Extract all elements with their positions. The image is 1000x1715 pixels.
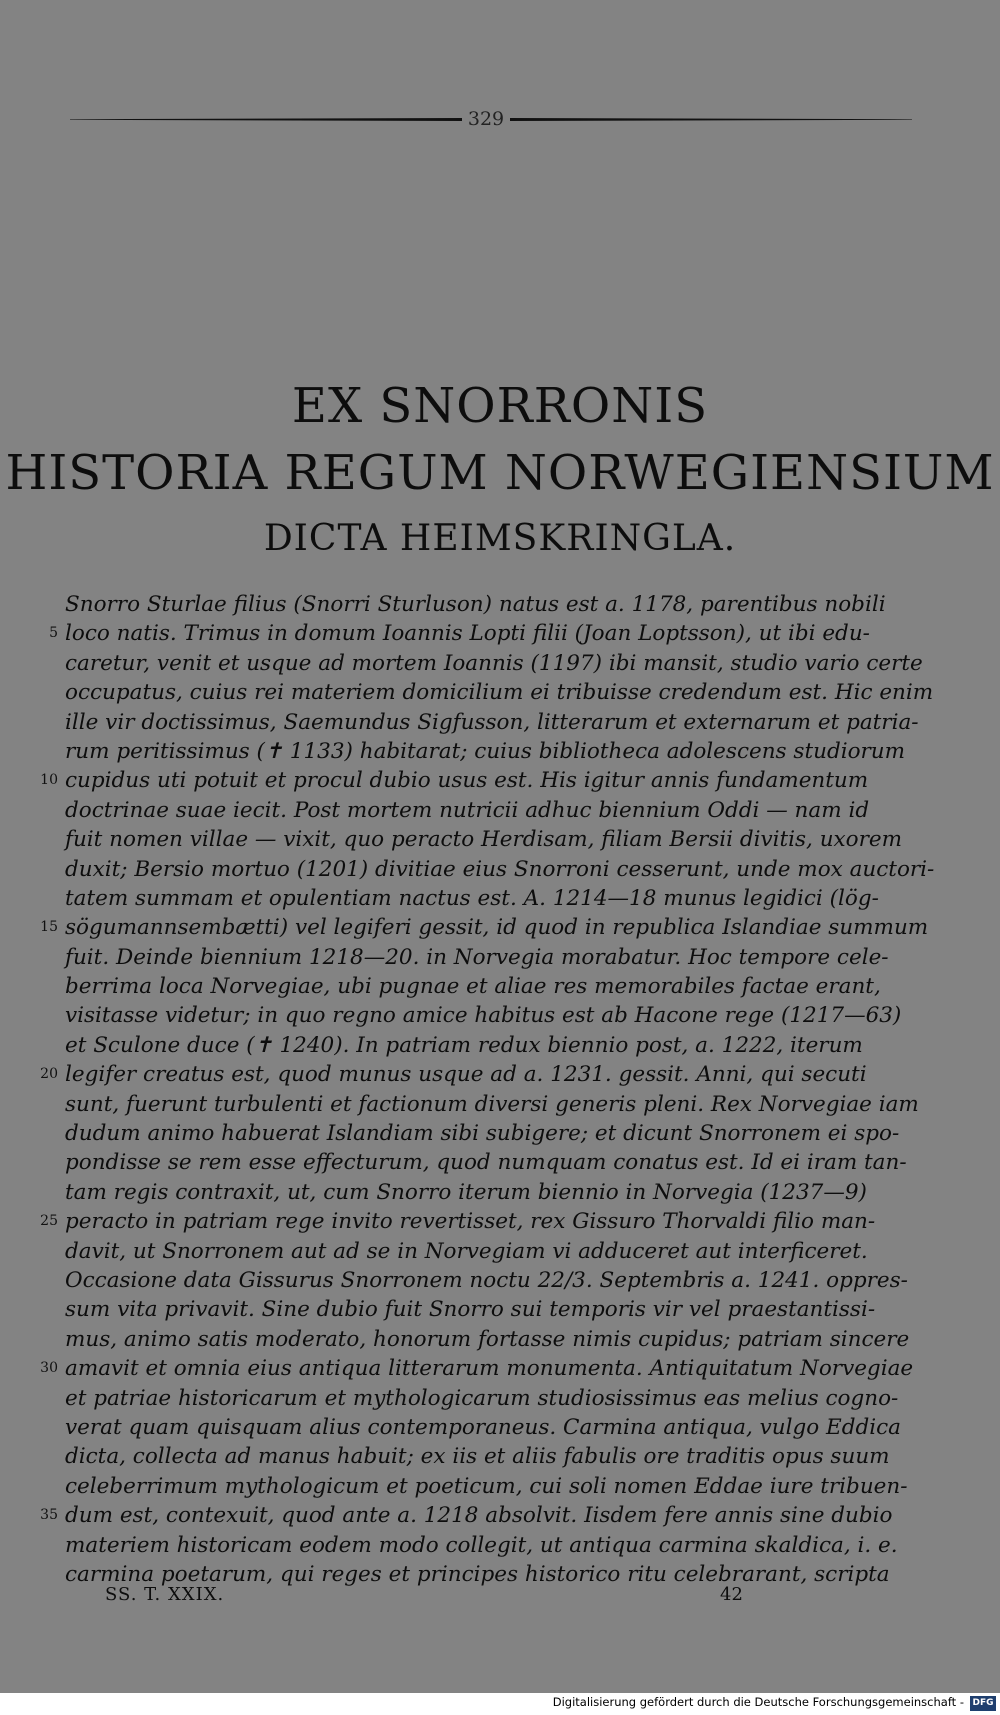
line-number: 5 bbox=[49, 625, 58, 642]
text-line bbox=[30, 943, 930, 972]
body-text bbox=[30, 590, 935, 1589]
line-text: pondisse se rem esse effecturum, quod numquam conatus est. Id ei iram tan- bbox=[65, 1150, 907, 1176]
line-text: dum est, contexuit, quod ante a. 1218 absolvit. Iisdem fere annis sine dubio bbox=[65, 1503, 893, 1529]
text-line bbox=[30, 913, 930, 942]
line-text: carmina poetarum, qui reges et principes historico ritu celebrarant, scripta bbox=[65, 1561, 890, 1587]
text-line bbox=[30, 1413, 930, 1442]
text-line bbox=[30, 708, 930, 737]
text-line bbox=[30, 855, 935, 884]
title-line-2: HISTORIA REGUM NORWEGIENSIUM bbox=[5, 445, 995, 501]
text-line bbox=[30, 1237, 930, 1266]
line-text: doctrinae suae iecit. Post mortem nutricii adhuc biennium Oddi — nam id bbox=[65, 797, 870, 823]
line-number: 20 bbox=[40, 1066, 58, 1083]
text-line bbox=[30, 1060, 930, 1089]
line-text: caretur, venit et usque ad mortem Ioannis (1197) ibi mansit, studio vario certe bbox=[65, 650, 923, 676]
dfg-logo-icon: DFG bbox=[970, 1696, 996, 1711]
text-line bbox=[30, 766, 930, 795]
line-number: 25 bbox=[40, 1213, 58, 1230]
text-line bbox=[30, 825, 930, 854]
text-line bbox=[30, 972, 930, 1001]
line-text: rum peritissimus (✝ 1133) habitarat; cuius bibliotheca adolescens studiorum bbox=[65, 738, 906, 764]
line-text: sum vita privavit. Sine dubio fuit Snorro sui temporis vir vel praestantissi- bbox=[65, 1297, 876, 1323]
sheet-number: 42 bbox=[720, 1584, 743, 1605]
footer-credit: Digitalisierung gefördert durch die Deutsche Forschungsgemeinschaft - bbox=[552, 1695, 964, 1709]
text-line bbox=[30, 1178, 930, 1207]
text-line bbox=[30, 1384, 930, 1413]
line-text: peracto in patriam rege invito revertisset, rex Gissuro Thorvaldi filio man- bbox=[65, 1209, 876, 1235]
line-text: dudum animo habuerat Islandiam sibi subigere; et dicunt Snorronem ei spo- bbox=[65, 1121, 900, 1147]
text-line bbox=[30, 1295, 930, 1324]
line-text: sögumannsembætti) vel legiferi gessit, id quod in republica Islandiae summum bbox=[65, 915, 929, 941]
header-rule-left bbox=[70, 118, 462, 121]
line-text: et patriae historicarum et mythologicarum studiosissimus eas melius cogno- bbox=[65, 1385, 899, 1411]
text-line bbox=[30, 678, 934, 707]
text-line bbox=[30, 1119, 930, 1148]
footer-bar bbox=[0, 1693, 1000, 1715]
line-text: Occasione data Gissurus Snorronem noctu 22/3. Septembris a. 1241. oppres- bbox=[65, 1267, 908, 1293]
line-text: et Sculone duce (✝ 1240). In patriam redux biennio post, a. 1222, iterum bbox=[65, 1032, 863, 1058]
text-line bbox=[30, 1501, 930, 1530]
line-text: fuit nomen villae — vixit, quo peracto Herdisam, filiam Bersii divitis, uxorem bbox=[65, 827, 903, 853]
line-text: visitasse videtur; in quo regno amice habitus est ab Hacone rege (1217—63) bbox=[65, 1003, 902, 1029]
line-text: mus, animo satis moderato, honorum fortasse nimis cupidus; patriam sincere bbox=[65, 1326, 910, 1352]
text-line bbox=[30, 1031, 930, 1060]
line-text: tatem summam et opulentiam nactus est. A. 1214—18 munus legidici (lög- bbox=[65, 885, 879, 911]
text-line bbox=[30, 649, 930, 678]
line-text: verat quam quisquam alius contemporaneus. Carmina antiqua, vulgo Eddica bbox=[65, 1414, 902, 1440]
text-line bbox=[30, 619, 930, 648]
line-text: cupidus uti potuit et procul dubio usus est. His igitur annis fundamentum bbox=[65, 768, 869, 794]
line-text: sunt, fuerunt turbulenti et factionum diversi generis pleni. Rex Norvegiae iam bbox=[65, 1091, 919, 1117]
text-line bbox=[30, 1472, 930, 1501]
text-line bbox=[30, 737, 930, 766]
line-text: fuit. Deinde biennium 1218—20. in Norvegia morabatur. Hoc tempore cele- bbox=[65, 944, 889, 970]
line-number: 30 bbox=[40, 1360, 58, 1377]
line-text: ille vir doctissimus, Saemundus Sigfusson, litterarum et externarum et patria- bbox=[65, 709, 919, 735]
line-text: occupatus, cuius rei materiem domicilium ei tribuisse credendum est. Hic enim bbox=[65, 680, 934, 706]
header-rule-right bbox=[510, 118, 912, 121]
title-line-1: EX SNORRONIS bbox=[291, 378, 709, 434]
line-text: legifer creatus est, quod munus usque ad a. 1231. gessit. Anni, qui secuti bbox=[65, 1062, 867, 1088]
line-text: duxit; Bersio mortuo (1201) divitiae eius Snorroni cesserunt, unde mox auctori- bbox=[65, 856, 935, 882]
text-line bbox=[30, 1001, 930, 1030]
text-line bbox=[30, 1325, 930, 1354]
line-text: Snorro Sturlae filius (Snorri Sturluson) natus est a. 1178, parentibus nobili bbox=[65, 592, 886, 617]
line-text: celeberrimum mythologicum et poeticum, cui soli nomen Eddae iure tribuen- bbox=[65, 1473, 908, 1499]
title-line-3: DICTA HEIMSKRINGLA. bbox=[263, 518, 737, 559]
text-line bbox=[30, 1354, 930, 1383]
text-line bbox=[30, 884, 930, 913]
line-text: tam regis contraxit, ut, cum Snorro iterum biennio in Norvegia (1237—9) bbox=[65, 1179, 867, 1205]
line-text: berrima loca Norvegiae, ubi pugnae et aliae res memorabiles factae erant, bbox=[65, 974, 881, 1000]
line-text: materiem historicam eodem modo collegit, ut antiqua carmina skaldica, i. e. bbox=[65, 1532, 898, 1558]
text-line bbox=[30, 1207, 930, 1236]
line-number: 10 bbox=[40, 772, 58, 789]
signature-mark: SS. T. XXIX. bbox=[105, 1584, 225, 1605]
line-text: davit, ut Snorronem aut ad se in Norvegiam vi adduceret aut interficeret. bbox=[65, 1238, 868, 1264]
text-line bbox=[30, 1442, 930, 1471]
line-number: 35 bbox=[40, 1507, 58, 1524]
text-line bbox=[30, 1090, 930, 1119]
text-line bbox=[30, 796, 930, 825]
page-number: 329 bbox=[467, 108, 505, 130]
text-line bbox=[30, 1531, 930, 1560]
line-text: amavit et omnia eius antiqua litterarum monumenta. Antiquitatum Norvegiae bbox=[65, 1356, 914, 1382]
line-number: 15 bbox=[40, 919, 58, 936]
line-text: dicta, collecta ad manus habuit; ex iis et aliis fabulis ore traditis opus suum bbox=[65, 1444, 890, 1470]
line-text: loco natis. Trimus in domum Ioannis Lopti filii (Joan Loptsson), ut ibi edu- bbox=[65, 621, 870, 647]
page-header bbox=[70, 105, 912, 135]
text-line bbox=[30, 1148, 930, 1177]
text-line bbox=[30, 590, 930, 619]
text-line bbox=[30, 1266, 930, 1295]
